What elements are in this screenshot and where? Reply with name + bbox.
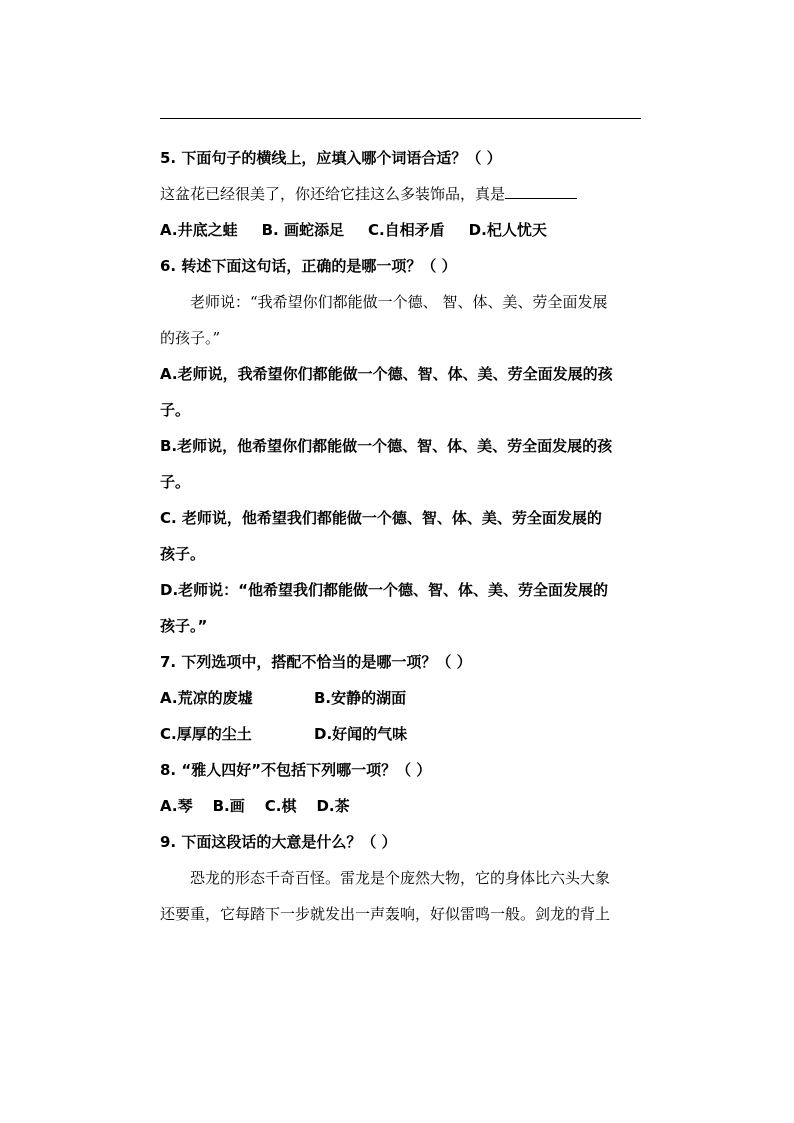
question-6-option-a-line-1[interactable]: A.老师说，我希望你们都能做一个德、智、体、美、劳全面发展的孩 (160, 365, 613, 383)
question-7-options-row-2 (160, 724, 407, 744)
question-5-options (160, 220, 547, 240)
question-6-option-d-line-2[interactable]: 孩子。” (160, 617, 208, 635)
question-5-stem: 5. 下面句子的横线上，应填入哪个词语合适？（ ） (160, 149, 502, 167)
question-6-option-a-line-2[interactable]: 子。 (160, 401, 191, 419)
question-5-sentence-text: 这盆花已经很美了，你还给它挂这么多装饰品，真是 (160, 185, 506, 203)
header-rule (160, 118, 641, 119)
option-d[interactable]: D.好闻的气味 (314, 725, 408, 743)
question-6-option-b-line-2[interactable]: 子。 (160, 473, 191, 491)
question-9-stem: 9. 下面这段话的大意是什么？（ ） (160, 833, 397, 851)
question-7-options-row-1 (160, 688, 406, 708)
question-9-paragraph-line-1: 恐龙的形态千奇百怪。雷龙是个庞然大物，它的身体比六头大象 (190, 869, 611, 887)
option-c[interactable]: C.厚厚的尘土 (160, 725, 252, 743)
question-6-stem: 6. 转述下面这句话，正确的是哪一项？（ ） (160, 257, 457, 275)
question-6-option-b-line-1[interactable]: B.老师说，他希望你们都能做一个德、智、体、美、劳全面发展的孩 (160, 437, 613, 455)
question-9-paragraph-line-2: 还要重，它每踏下一步就发出一声轰响，好似雷鸣一般。剑龙的背上 (160, 905, 611, 923)
question-6-option-c-line-2[interactable]: 孩子。 (160, 545, 206, 563)
question-6-quote-line-2: 的孩子。” (160, 329, 221, 347)
question-7-stem: 7. 下列选项中，搭配不恰当的是哪一项？（ ） (160, 653, 472, 671)
question-6-quote-line-1: 老师说：“我希望你们都能做一个德、 智、体、美、劳全面发展 (190, 293, 608, 311)
answer-blank[interactable] (505, 184, 577, 199)
option-d[interactable]: D.茶 (316, 797, 350, 815)
option-a[interactable]: A.荒凉的废墟 (160, 689, 253, 707)
option-b[interactable]: B. 画蛇添足 (261, 221, 344, 239)
option-c[interactable]: C.自相矛盾 (367, 221, 445, 239)
question-8-options (160, 796, 350, 816)
question-6-option-c-line-1[interactable]: C. 老师说，他希望我们都能做一个德、智、体、美、劳全面发展的 (160, 509, 602, 527)
option-b[interactable]: B.安静的湖面 (314, 689, 407, 707)
option-a[interactable]: A.琴 (160, 797, 193, 815)
question-6-option-d-line-1[interactable]: D.老师说：“他希望我们都能做一个德、智、体、美、劳全面发展的 (160, 581, 609, 599)
option-a[interactable]: A.井底之蛙 (160, 221, 238, 239)
question-5-sentence (160, 184, 577, 204)
option-c[interactable]: C.棋 (264, 797, 297, 815)
option-d[interactable]: D.杞人忧天 (468, 221, 547, 239)
question-8-stem: 8. “雅人四好”不包括下列哪一项？（ ） (160, 761, 432, 779)
option-b[interactable]: B.画 (212, 797, 245, 815)
